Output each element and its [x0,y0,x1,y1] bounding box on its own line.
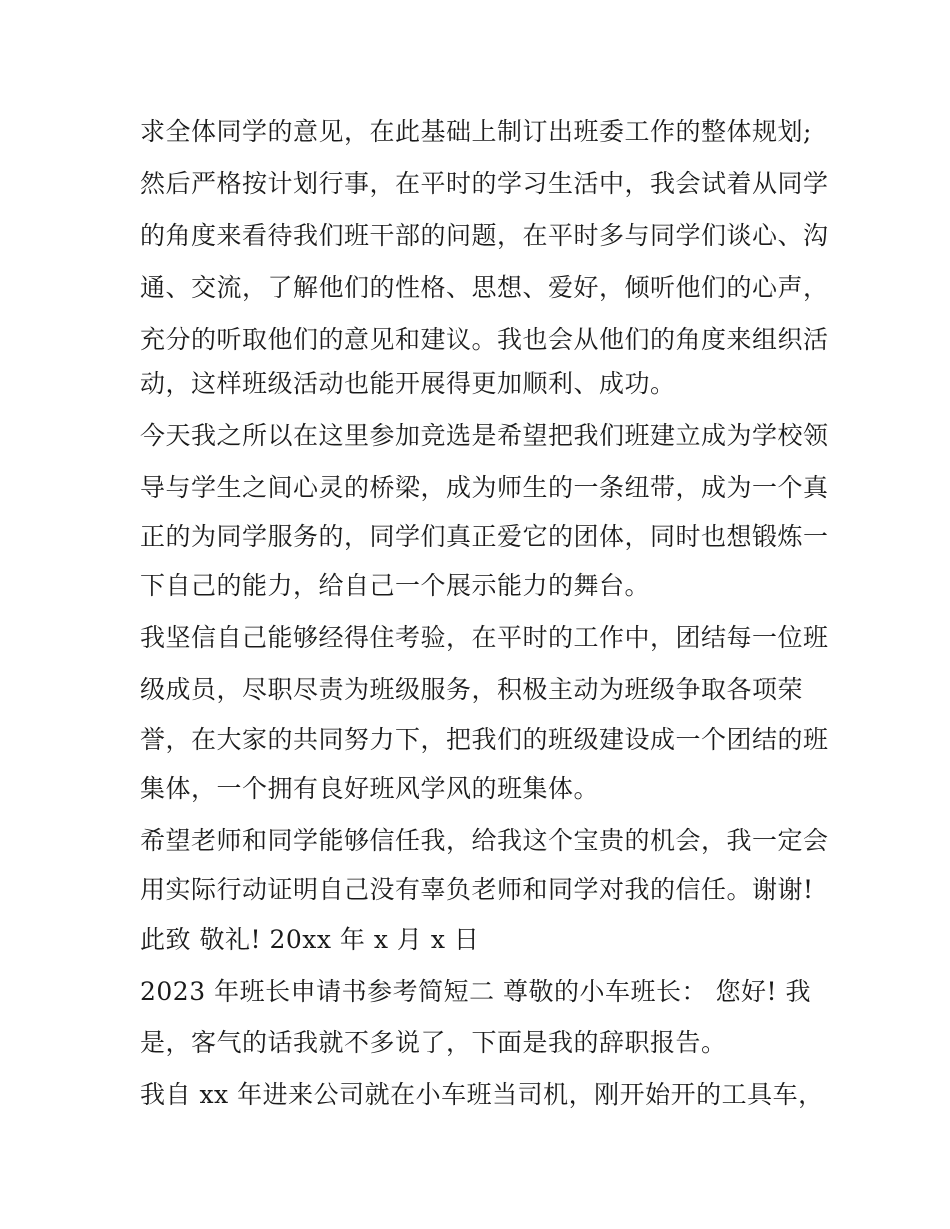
text-line: 求全体同学的意见，在此基础上制订出班委工作的整体规划; [140,117,812,146]
text-line: 导与学生之间心灵的桥梁，成为师生的一条纽带，成为一个真 [140,473,829,502]
text-line: 用实际行动证明自己没有辜负老师和同学对我的信任。谢谢! [140,875,814,904]
text-line: 集体，一个拥有良好班风学风的班集体。 [140,774,600,803]
text-line: 我坚信自己能够经得住考验，在平时的工作中，团结每一位班 [140,623,829,652]
text-line: 正的为同学服务的，同学们真正爱它的团体，同时也想锻炼一 [140,522,829,551]
text-line: 2023 年班长申请书参考简短二 尊敬的小车班长： 您好! 我 [140,977,811,1006]
text-line: 此致 敬礼! 20xx 年 x 月 x 日 [140,925,480,954]
text-line: 的角度来看待我们班干部的问题，在平时多与同学们谈心、沟 [140,221,829,250]
text-line: 充分的听取他们的意见和建议。我也会从他们的角度来组织活 [140,325,829,354]
text-line: 通、交流，了解他们的性格、思想、爱好，倾听他们的心声， [140,273,829,302]
text-line: 是，客气的话我就不多说了，下面是我的辞职报告。 [140,1028,727,1057]
text-line: 下自己的能力，给自己一个展示能力的舞台。 [140,571,651,600]
text-line: 誉，在大家的共同努力下，把我们的班级建设成一个团结的班 [140,725,829,754]
text-line: 级成员，尽职尽责为班级服务，积极主动为班级争取各项荣 [140,675,804,704]
text-line: 然后严格按计划行事，在平时的学习生活中，我会试着从同学 [140,169,829,198]
text-line: 我自 xx 年进来公司就在小车班当司机，刚开始开的工具车， [140,1080,824,1109]
text-line: 动，这样班级活动也能开展得更加顺利、成功。 [140,369,676,398]
text-line: 今天我之所以在这里参加竞选是希望把我们班建立成为学校领 [140,421,829,450]
text-line: 希望老师和同学能够信任我，给我这个宝贵的机会，我一定会 [140,826,829,855]
